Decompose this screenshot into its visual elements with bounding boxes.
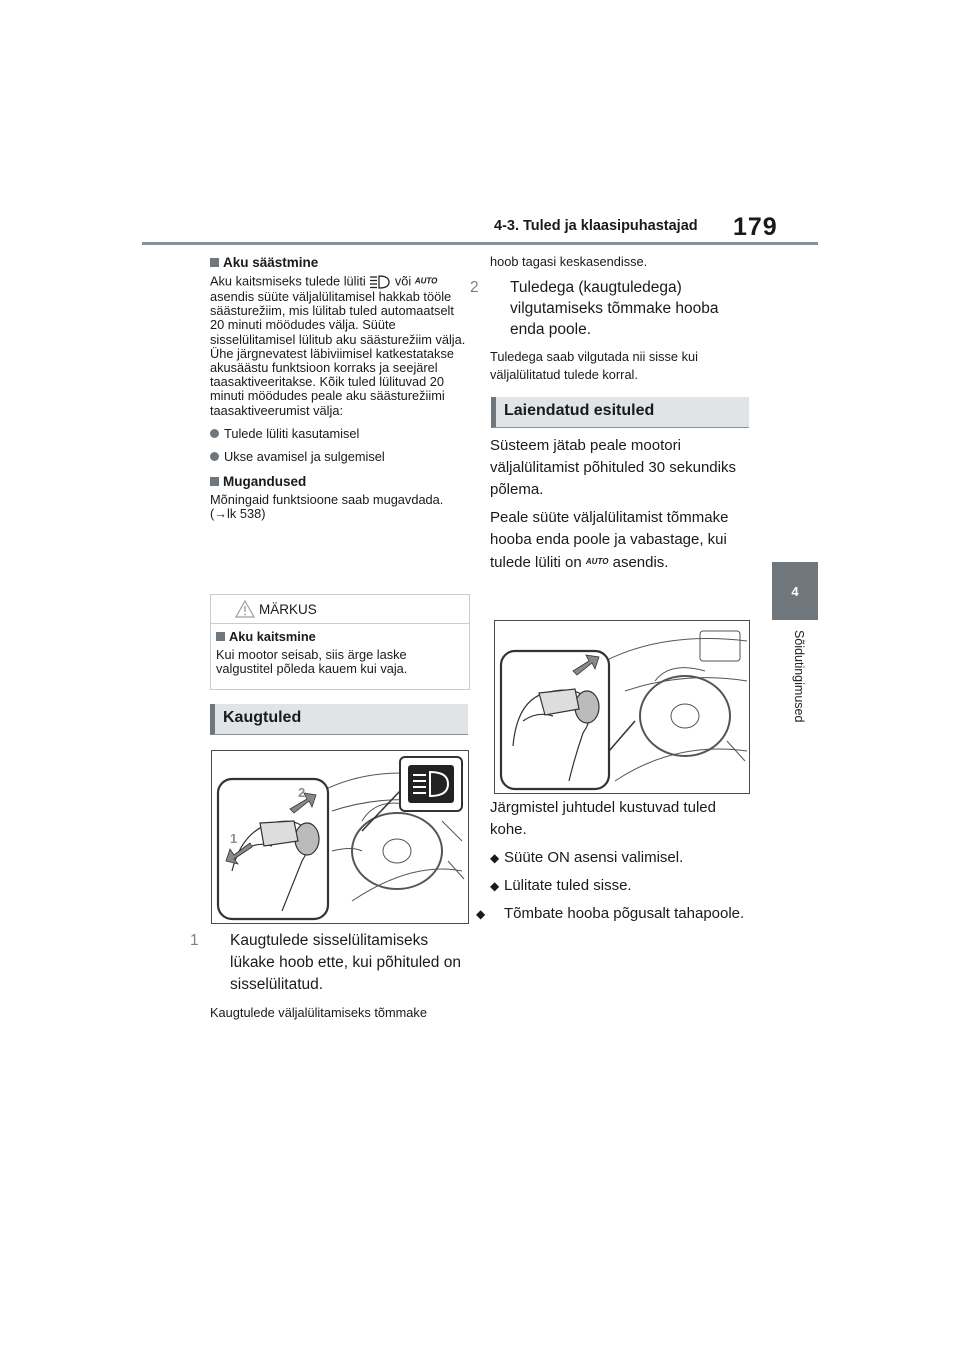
lever-illustration bbox=[212, 751, 468, 923]
notice-text: Kui mootor seisab, siis ärge laske valgustitel põleda kauem kui vaja. bbox=[216, 647, 408, 677]
figure-label-2: 2 bbox=[298, 785, 306, 800]
extended-para-3: Järgmistel juhtudel kustuvad tuled kohe. bbox=[490, 799, 716, 838]
page-number: 179 bbox=[733, 213, 778, 241]
notice-title-bar bbox=[211, 595, 469, 624]
notice-heading: Aku kaitsmine bbox=[216, 629, 466, 644]
list-item: ◆ Tõmbate hooba põgusalt tahapoole. bbox=[490, 903, 752, 925]
lever-illustration bbox=[495, 621, 749, 793]
list-item: Tulede lüliti kasutamisel bbox=[210, 426, 470, 441]
step-1-note: Kaugtulede väljalülitamiseks tõmmake bbox=[210, 1005, 427, 1020]
diamond-bullet-icon: ◆ bbox=[476, 907, 486, 921]
auto-icon: AUTO bbox=[414, 276, 438, 286]
header-rule bbox=[142, 242, 818, 245]
right-column bbox=[470, 254, 752, 384]
dot-bullet-icon bbox=[210, 452, 219, 461]
chapter-title: Sõidutingimused bbox=[792, 630, 806, 723]
diamond-bullet-icon: ◆ bbox=[490, 851, 500, 865]
headlight-icon bbox=[369, 274, 391, 290]
extended-headlights-title: Laiendatud esituled bbox=[504, 402, 655, 419]
list-item: ◆ Lülitate tuled sisse. bbox=[490, 875, 752, 897]
step-number: 2 bbox=[470, 279, 479, 297]
figure-label-1: 1 bbox=[230, 831, 238, 846]
step-1 bbox=[190, 930, 470, 1020]
square-bullet-icon bbox=[210, 258, 219, 267]
extended-headlights-section-bar bbox=[491, 397, 749, 428]
chapter-tab: 4 bbox=[772, 562, 818, 620]
high-beams-title: Kaugtuled bbox=[223, 709, 302, 726]
square-bullet-icon bbox=[216, 632, 225, 641]
square-bullet-icon bbox=[210, 477, 219, 486]
notice-box bbox=[210, 594, 470, 690]
battery-saver-heading: Aku säästmine bbox=[210, 255, 470, 270]
high-beams-section-bar bbox=[210, 704, 468, 735]
extended-list bbox=[476, 797, 752, 925]
extended-text bbox=[490, 435, 750, 574]
step-number: 1 bbox=[190, 932, 199, 949]
step-2 bbox=[470, 277, 752, 340]
auto-icon: AUTO bbox=[585, 557, 609, 566]
battery-saver-text: Aku kaitsmiseks tulede lüliti või AUTO asendis süüte väljalülitamisel hakkab tööle säästurežiim, mis lülitab tuled automaatselt 20 minuti möödudes välja. Süüte sisselülitamisel lülitub aku säästurežiim välja. bbox=[210, 273, 466, 347]
diamond-bullet-icon: ◆ bbox=[490, 879, 500, 893]
extended-headlights-figure bbox=[494, 620, 750, 794]
step-2-note: Tuledega saab vilgutada nii sisse kui väljalülitatud tulede korral. bbox=[490, 349, 698, 383]
left-column bbox=[210, 255, 470, 521]
customization-heading: Mugandused bbox=[210, 474, 470, 489]
list-item: ◆ Süüte ON asensi valimisel. bbox=[490, 847, 752, 869]
extended-para-2: Peale süüte väljalülitamist tõmmake hooba enda poole ja vabastage, kui tulede lüliti on $^{AUTO}$ asendis. bbox=[490, 509, 729, 571]
customization-text: Mõningaid funktsioone saab mugavdada. (→lk 538) bbox=[210, 491, 444, 522]
notice-title: MÄRKUS bbox=[259, 602, 317, 617]
high-beam-lever-figure bbox=[211, 750, 469, 924]
extended-para-1: Süsteem jätab peale mootori väljalülitamist põhituled 30 sekundiks põlema. bbox=[490, 437, 736, 498]
dot-bullet-icon bbox=[210, 429, 219, 438]
step-2-text: Tuledega (kaugtuledega) vilgutamiseks tõmmake hooba enda poole. bbox=[510, 279, 719, 339]
list-item: Ukse avamisel ja sulgemisel bbox=[210, 449, 470, 464]
step-1-note-cont: hoob tagasi keskasendisse. bbox=[490, 254, 648, 269]
battery-saver-text-2: Ühe järgnevatest läbiviimisel katkestatakse akusäästu funktsioon korraks ja seejärel taasaktiveeritakse. Kõik tuled lülituvad 20 minuti möödudes peale aku säästurežiimi taasaktiveerumist välja: bbox=[210, 345, 454, 418]
step-1-text: Kaugtulede sisselülitamiseks lükake hoob ette, kui põhituled on sisselülitatud. bbox=[230, 932, 461, 993]
section-header: 4-3. Tuled ja klaasipuhastajad bbox=[494, 218, 698, 234]
warning-icon bbox=[235, 600, 255, 618]
